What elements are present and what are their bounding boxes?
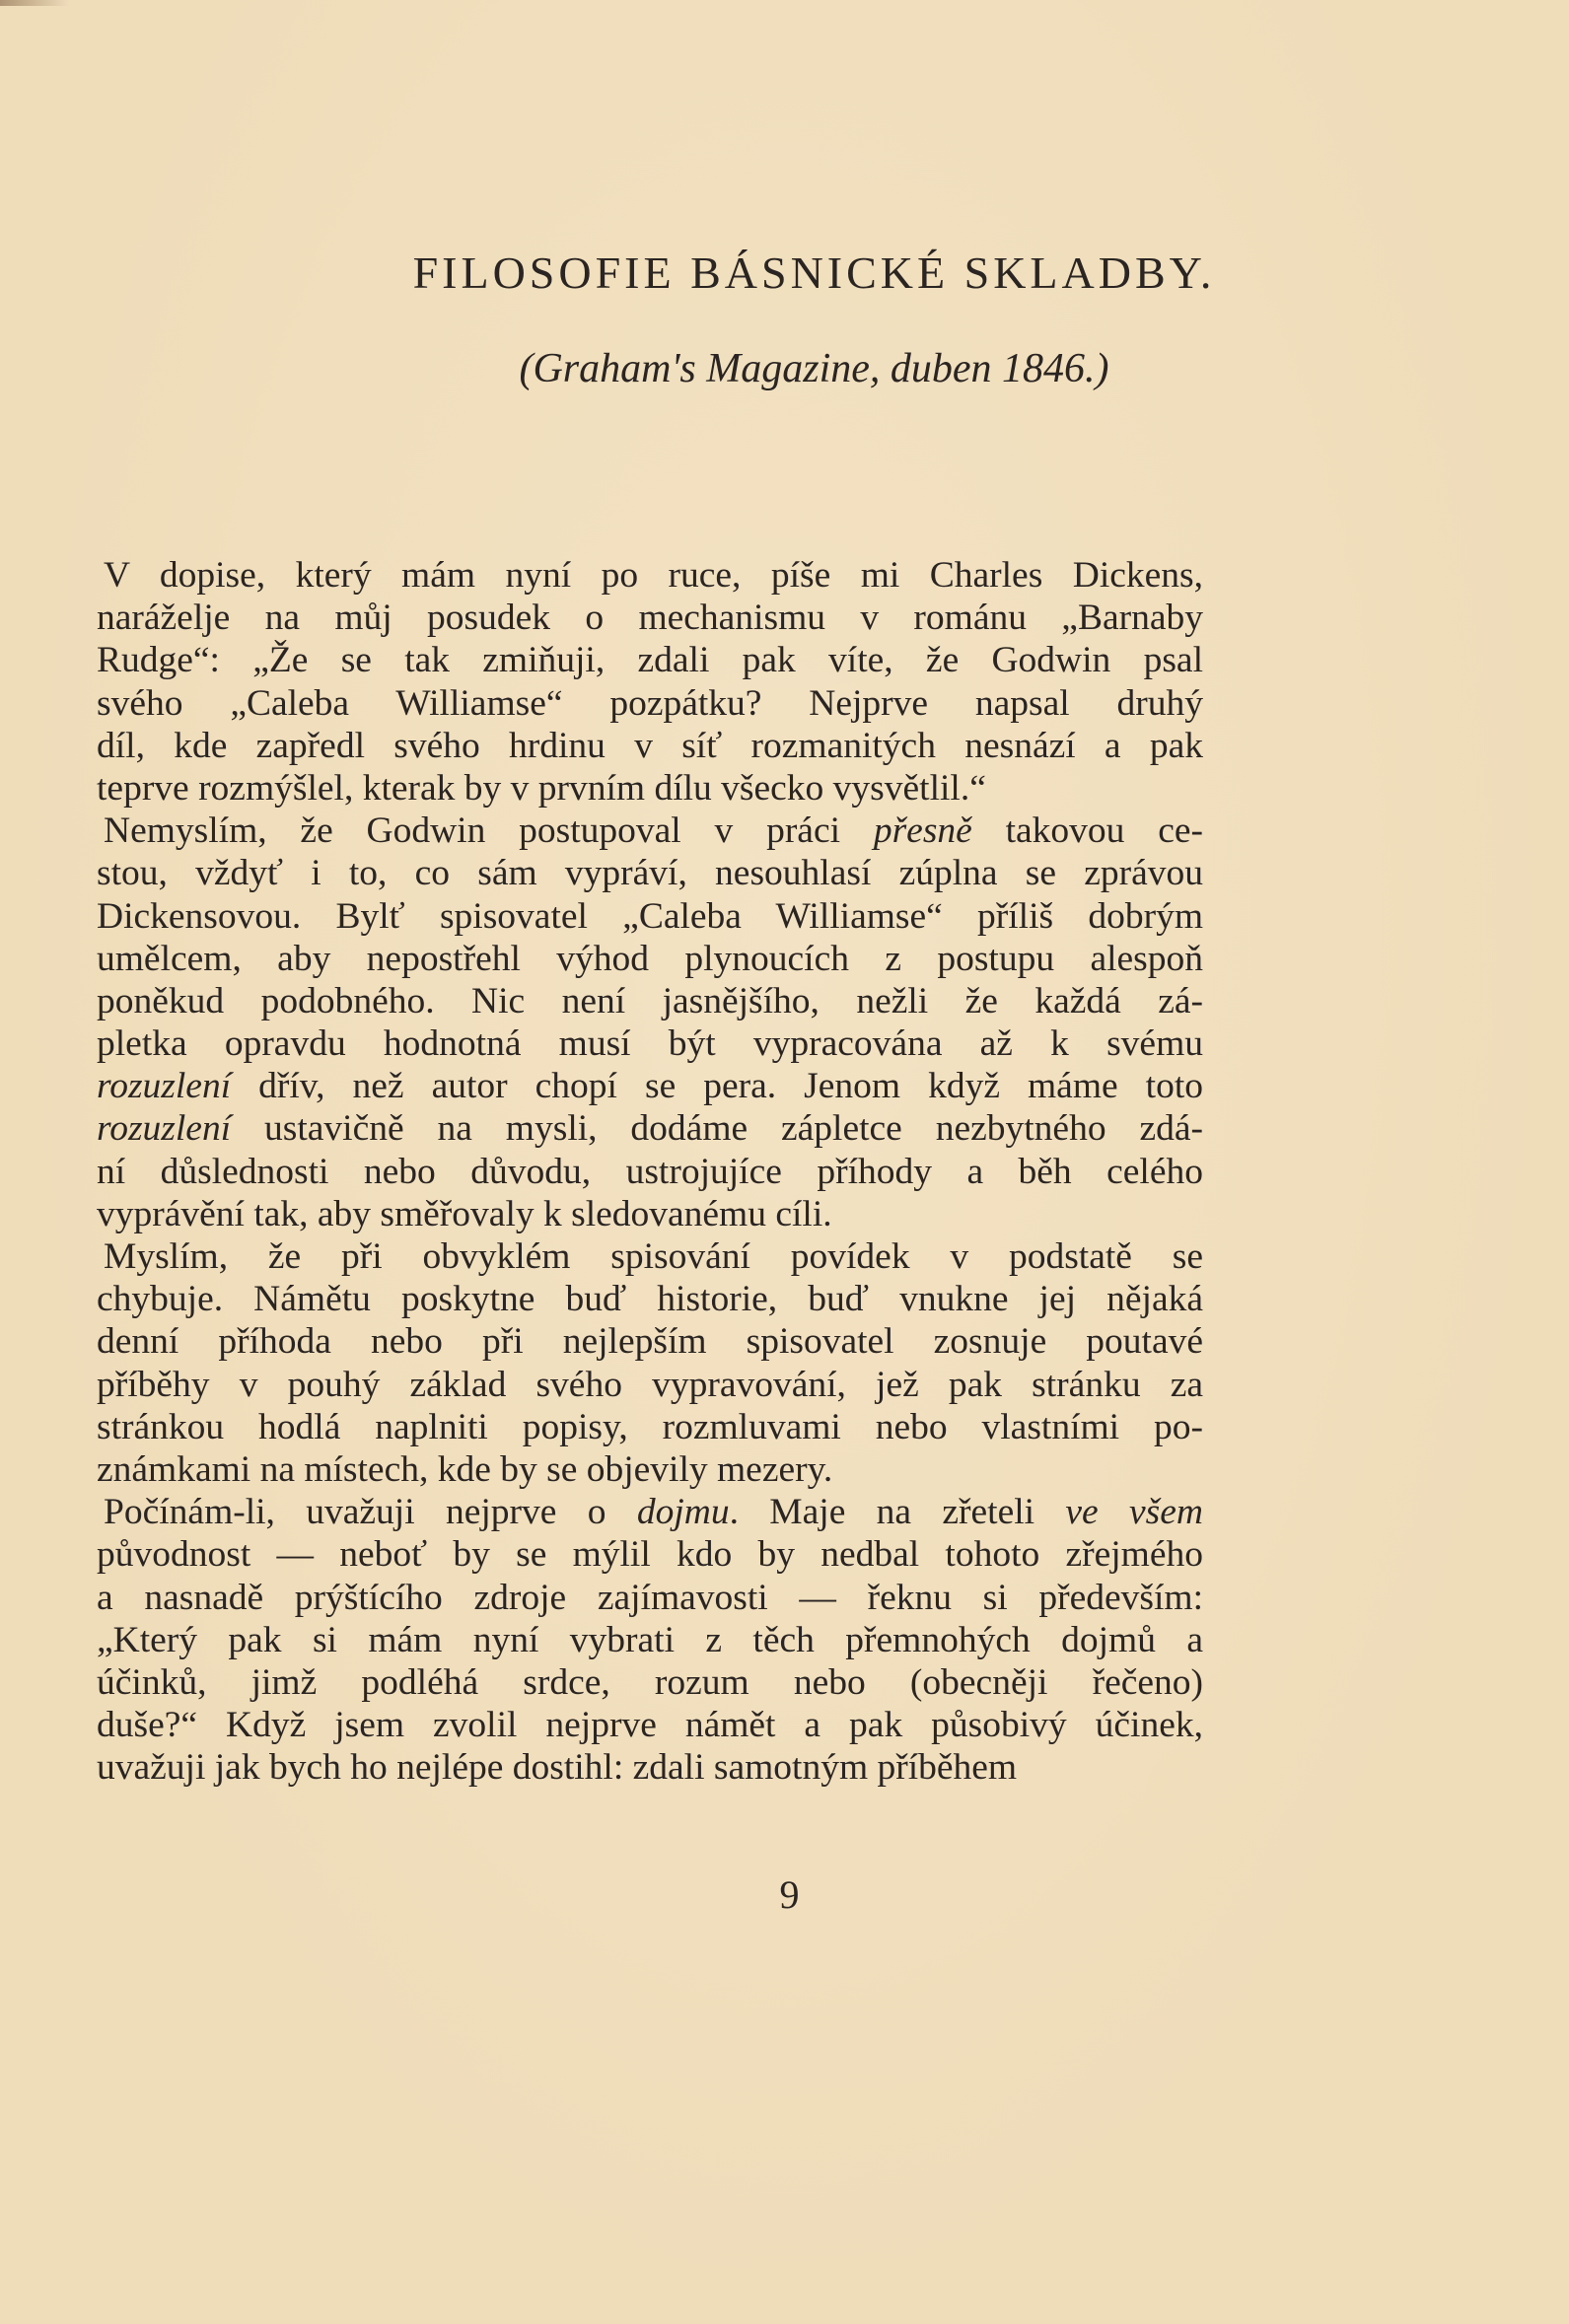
emphasized-text: rozuzlení bbox=[97, 1066, 232, 1107]
text-run: V dopise, který mám nyní po ruce, píše mi Charles Dickens, bbox=[104, 555, 1203, 596]
text-run: účinků, jimž podléhá srdce, rozum nebo (obecněji řečeno) bbox=[97, 1661, 1203, 1703]
text-line bbox=[97, 597, 1203, 639]
text-run: Rudge“: „Že se tak zmiňuji, zdali pak víte, že Godwin psal bbox=[97, 640, 1203, 681]
text-line bbox=[97, 810, 1203, 852]
paragraph bbox=[97, 554, 1203, 810]
text-line bbox=[97, 725, 1203, 767]
text-line bbox=[97, 1235, 1203, 1278]
text-line bbox=[97, 639, 1203, 681]
text-line bbox=[97, 1448, 1203, 1491]
text-line bbox=[97, 1278, 1203, 1320]
text-run: chybuje. Námětu poskytne buď historie, buď vnukne jej nějaká bbox=[97, 1279, 1203, 1320]
text-run: známkami na místech, kde by se objevily mezery. bbox=[97, 1448, 833, 1490]
text-line bbox=[97, 1022, 1203, 1065]
text-run: ní důslednosti nebo důvodu, ustrojujíce příhody a běh celého bbox=[97, 1151, 1203, 1192]
text-line bbox=[97, 682, 1203, 725]
text-run: a nasnadě prýštícího zdroje zajímavosti — řeknu si především: bbox=[97, 1577, 1203, 1618]
text-run: pletka opravdu hodnotná musí být vypracována až k svému bbox=[97, 1023, 1203, 1065]
text-line bbox=[97, 1491, 1203, 1533]
text-run: svého „Caleba Williamse“ pozpátku? Nejprve napsal druhý bbox=[97, 682, 1203, 724]
text-run: stou, vždyť i to, co sám vypráví, nesouhlasí zúplna se zprávou bbox=[97, 853, 1203, 894]
chapter-source-note: (Graham's Magazine, duben 1846.) bbox=[519, 346, 1109, 391]
text-line bbox=[97, 1151, 1203, 1193]
text-line bbox=[97, 1577, 1203, 1619]
text-line bbox=[97, 938, 1203, 980]
body-text bbox=[97, 554, 1203, 1789]
text-line bbox=[97, 1406, 1203, 1448]
text-run: naráželje na můj posudek o mechanismu v románu „Barnaby bbox=[97, 598, 1203, 639]
page-corner-shadow bbox=[0, 0, 69, 6]
text-line bbox=[97, 554, 1203, 597]
text-run: uvažuji jak bych ho nejlépe dostihl: zdali samotným příběhem bbox=[97, 1747, 1018, 1789]
text-run: Myslím, že při obvyklém spisování povídek v podstatě se bbox=[104, 1236, 1203, 1277]
text-line bbox=[97, 1364, 1203, 1406]
text-line bbox=[97, 1619, 1203, 1661]
text-line bbox=[97, 1193, 1203, 1235]
text-line bbox=[97, 895, 1203, 938]
paragraph bbox=[97, 1491, 1203, 1789]
emphasized-text: rozuzlení bbox=[97, 1108, 232, 1150]
text-line bbox=[97, 852, 1203, 894]
text-run: denní příhoda nebo při nejlepším spisovatel zosnuje poutavé bbox=[97, 1321, 1203, 1363]
text-run: dřív, než autor chopí se pera. Jenom když máme toto bbox=[231, 1066, 1203, 1107]
text-line bbox=[97, 1533, 1203, 1576]
emphasized-text: dojmu bbox=[636, 1492, 730, 1533]
text-run: ustavičně na mysli, dodáme zápletce nezbytného zdá- bbox=[231, 1108, 1203, 1150]
text-line bbox=[97, 1661, 1203, 1704]
page-number: 9 bbox=[779, 1872, 800, 1917]
text-line bbox=[97, 1065, 1203, 1107]
text-run: teprve rozmýšlel, kterak by v prvním dílu všecko vysvětlil.“ bbox=[97, 767, 986, 809]
text-run: původnost — neboť by se mýlil kdo by nedbal tohoto zřejmého bbox=[97, 1534, 1203, 1576]
text-line bbox=[97, 1320, 1203, 1363]
text-line bbox=[97, 767, 1203, 810]
text-run: Nemyslím, že Godwin postupoval v práci bbox=[104, 810, 874, 852]
text-run: příběhy v pouhý základ svého vypravování, jež pak stránku za bbox=[97, 1364, 1203, 1405]
text-run: stránkou hodlá naplniti popisy, rozmluvami nebo vlastními po- bbox=[97, 1406, 1203, 1447]
text-line bbox=[97, 1107, 1203, 1150]
paragraph bbox=[97, 1235, 1203, 1491]
emphasized-text: ve všem bbox=[1065, 1492, 1203, 1533]
text-run: Dickensovou. Bylť spisovatel „Caleba Williamse“ příliš dobrým bbox=[97, 895, 1203, 937]
text-line bbox=[97, 1704, 1203, 1746]
text-run: „Který pak si mám nyní vybrati z těch přemnohých dojmů a bbox=[97, 1619, 1203, 1660]
text-run: díl, kde zapředl svého hrdinu v síť rozmanitých nesnází a pak bbox=[97, 725, 1203, 766]
chapter-title: FILOSOFIE BÁSNICKÉ SKLADBY. bbox=[412, 247, 1216, 298]
text-run: duše?“ Když jsem zvolil nejprve námět a pak působivý účinek, bbox=[97, 1705, 1203, 1746]
text-run: vyprávění tak, aby směřovaly k sledovanému cíli. bbox=[97, 1193, 832, 1234]
text-run: Počínám-li, uvažuji nejprve o bbox=[104, 1492, 637, 1533]
text-run: poněkud podobného. Nic není jasnějšího, nežli že každá zá- bbox=[97, 980, 1203, 1021]
text-run: umělcem, aby nepostřehl výhod plynoucích z postupu alespoň bbox=[97, 938, 1203, 979]
text-run: takovou ce- bbox=[971, 810, 1204, 852]
text-line bbox=[97, 1746, 1203, 1789]
text-run: . Maje na zřeteli bbox=[729, 1492, 1066, 1533]
emphasized-text: přesně bbox=[873, 810, 972, 852]
paragraph bbox=[97, 810, 1203, 1235]
text-line bbox=[97, 980, 1203, 1022]
